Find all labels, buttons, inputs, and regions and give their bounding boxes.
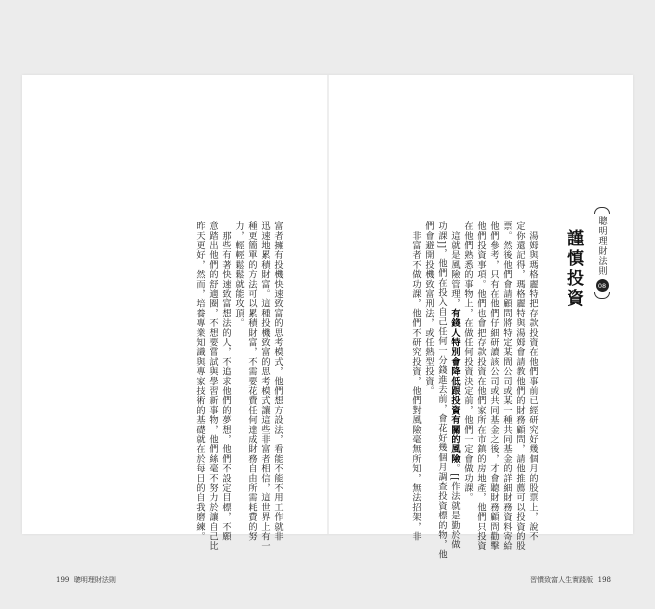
series-label: 聰明理財法則 bbox=[596, 216, 607, 276]
right-text-column: 非富者不做功課，他們不研究投資，他們對風險毫無所知，無法招架，非 bbox=[410, 221, 421, 542]
page-number-left: 199 bbox=[56, 576, 70, 584]
right-text-column: 功課]]，他們在投入自己任何一分錢進去前，會花好幾個月調查投資標的物，他 bbox=[436, 221, 447, 559]
footer-left bbox=[56, 575, 116, 585]
left-text-column: 富者擁有投機快速致富的思考模式，他們想方設法，看能不能不用工作就非 bbox=[272, 221, 283, 542]
series-number-badge: 08 bbox=[596, 279, 609, 292]
page-gutter bbox=[327, 75, 329, 534]
footer-left-title: 聰明理財法則 bbox=[73, 576, 116, 584]
right-page-body bbox=[409, 221, 539, 559]
left-text-column: 種更簡單的方法可以累積財富，不需要花費任何達成財務自由所需耗費的努 bbox=[246, 221, 257, 542]
left-text-column: 迅速地累積財富。這種投機致富的思考模式讓這些非富者相信，這世界上有一 bbox=[259, 221, 270, 551]
right-text-column: 他們參考，只有在他們仔細研讀該公司或共同基金之後，才會聽財務顧問勸擊 bbox=[488, 221, 499, 551]
right-text-column: 湯姆與瑪格麗特把存款投資在他們事前已經研究好幾個月的股票上，說不 bbox=[527, 221, 538, 542]
left-page-body bbox=[193, 221, 284, 551]
left-text-column: 意踏出他們的舒適圈，不想要嘗試與學習新事物，他們絲毫不努力於讓自己比 bbox=[207, 221, 218, 551]
right-text-column: 在他們熟悉的事物上，在做任何投資決定前，他們一定會做功課。 bbox=[462, 221, 473, 503]
book-spread bbox=[22, 75, 633, 584]
right-text-column: 定你還記得，瑪格麗特與湯姆會請教他們的財務顧問，請他推薦可以投資的股 bbox=[514, 221, 525, 551]
right-text-column: 他們投資事項。他們也會把存款投資在他們家所在市鎮的房地產，他們只投資 bbox=[475, 221, 486, 551]
left-text-column: 昨天更好，然而，培養專業知識與專家技術的基礎就在於每日的自我磨練。 bbox=[194, 221, 205, 542]
right-text-column: 這就是風險管理，有錢人特別會降低跟投資有關的風險。[[作法就是勤於做 bbox=[449, 221, 460, 550]
left-text-column: 那些有著快速致富想法的人，不追求他們的夢想，他們不設定目標，不願 bbox=[220, 221, 231, 542]
right-text-column: 票。然後他們會請顧問將特定某間公司或某一種共同基金的詳細財務資料寄給 bbox=[501, 221, 512, 551]
chapter-title: 謹慎投資 bbox=[563, 229, 583, 309]
bracket-top-icon bbox=[594, 207, 610, 214]
footer-right-title: 習慣致富人生實踐版 bbox=[530, 576, 594, 584]
series-tab bbox=[590, 207, 614, 311]
bracket-bottom-icon bbox=[594, 292, 610, 299]
left-text-column: 力，輕輕鬆鬆就能攻頂。 bbox=[233, 221, 244, 328]
footer-right bbox=[530, 575, 611, 585]
page-number-right: 198 bbox=[597, 576, 611, 584]
right-text-column: 們會避開投機致富刑法，或任熱型投資。 bbox=[423, 221, 434, 396]
